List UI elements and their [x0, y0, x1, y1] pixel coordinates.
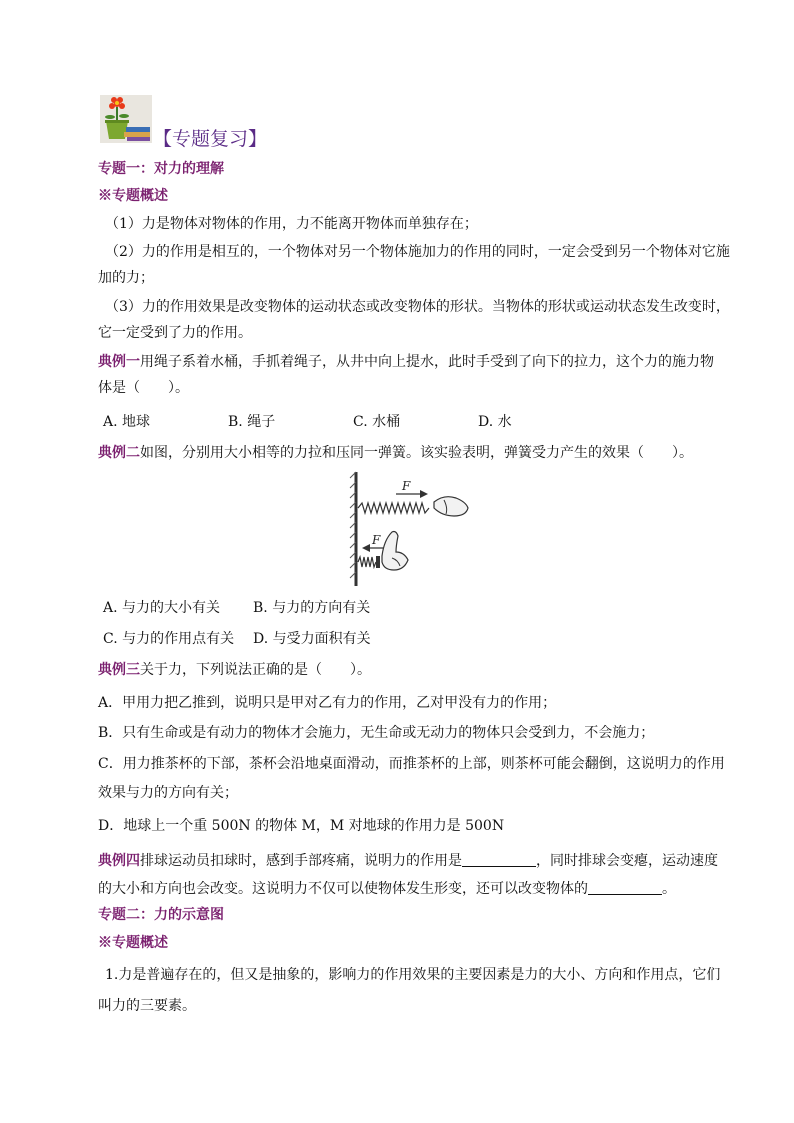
answer-blank-2[interactable]	[588, 880, 662, 895]
example-4-text-1a: 排球运动员扣球时，感到手部疼痛，说明力的作用是	[140, 853, 462, 869]
example-4-line-1	[98, 851, 718, 871]
topic-1-point-2: （2）力的作用是相互的，一个物体对另一个物体施加力的作用的同时，一定会受到另一个物体对它施	[105, 244, 730, 260]
example-3-option-a: A．甲用力把乙推到，说明只是甲对乙有力的作用，乙对甲没有力的作用；	[98, 695, 557, 711]
example-3-line	[98, 660, 371, 680]
topic-2-text-line-2: 叫力的三要素。	[98, 998, 196, 1014]
example-2-line	[98, 443, 693, 463]
example-2-option-a: A. 与力的大小有关	[103, 600, 221, 616]
example-4-text-2b: 。	[662, 881, 676, 897]
example-1-option-c: C. 水桶	[353, 414, 401, 430]
topic-1-point-1: （1）力是物体对物体的作用，力不能离开物体而单独存在；	[105, 216, 478, 232]
example-1-line-1	[98, 352, 714, 372]
example-3-option-c: C．用力推茶杯的下部，茶杯会沿地桌面滑动，而推茶杯的上部，则茶杯可能会翻倒，这说明力的作用	[98, 756, 725, 772]
figure-force-label-bottom: F	[372, 533, 381, 547]
example-2-option-c: C. 与力的作用点有关	[103, 631, 235, 647]
example-3-option-c-cont: 效果与力的方向有关；	[98, 785, 238, 801]
flower-pot-icon	[100, 95, 152, 143]
topic-1-point-3-cont: 它一定受到了力的作用。	[98, 325, 252, 341]
example-4-text-2a: 的大小和方向也会改变。这说明力不仅可以使物体发生形变，还可以改变物体的	[98, 881, 588, 897]
example-2-label: 典例二	[98, 445, 140, 461]
example-4-label: 典例四	[98, 853, 140, 869]
answer-blank-1[interactable]	[462, 852, 536, 867]
topic-1-title: 专题一：对力的理解	[98, 161, 224, 177]
spring-experiment-figure	[348, 470, 474, 588]
example-1-line-2: 体是（ ）。	[98, 380, 189, 396]
example-2-options-row-1	[103, 598, 370, 618]
topic-1-overview-label: ※专题概述	[98, 188, 168, 204]
topic-2-title: 专题二：力的示意图	[98, 907, 224, 923]
example-3-text: 关于力，下列说法正确的是（ ）。	[140, 662, 371, 678]
example-3-option-d: D．地球上一个重 500N 的物体 M，M 对地球的作用力是 500N	[98, 818, 505, 834]
figure-force-label-top: F	[402, 479, 411, 493]
example-1-options	[103, 412, 512, 432]
topic-2-overview-label: ※专题概述	[98, 935, 168, 951]
page-header-title: 【专题复习】	[153, 128, 268, 150]
example-2-option-d: D. 与受力面积有关	[253, 631, 371, 647]
topic-1-point-2-cont: 加的力；	[98, 270, 154, 286]
example-4-text-1b: ，同时排球会变瘪，运动速度	[536, 853, 718, 869]
example-1-option-d: D. 水	[478, 414, 512, 430]
example-2-text: 如图，分别用大小相等的力拉和压同一弹簧。该实验表明，弹簧受力产生的效果（ ）。	[140, 445, 693, 461]
example-1-option-b: B. 绳子	[228, 414, 276, 430]
example-1-option-a: A. 地球	[103, 414, 151, 430]
example-4-line-2	[98, 879, 676, 899]
topic-2-text-line-1: 1.力是普遍存在的，但又是抽象的，影响力的作用效果的主要因素是力的大小、方向和作用点，它们	[105, 967, 721, 983]
topic-1-point-3: （3）力的作用效果是改变物体的运动状态或改变物体的形状。当物体的形状或运动状态发生改变时，	[105, 299, 730, 315]
example-1-label: 典例一	[98, 354, 140, 370]
example-2-options-row-2	[103, 629, 371, 649]
example-3-label: 典例三	[98, 662, 140, 678]
example-2-option-b: B. 与力的方向有关	[253, 600, 371, 616]
example-3-option-b: B．只有生命或是有动力的物体才会施力，无生命或无动力的物体只会受到力，不会施力；	[98, 725, 655, 741]
example-1-text: 用绳子系着水桶，手抓着绳子，从井中向上提水，此时手受到了向下的拉力，这个力的施力物	[140, 354, 714, 370]
